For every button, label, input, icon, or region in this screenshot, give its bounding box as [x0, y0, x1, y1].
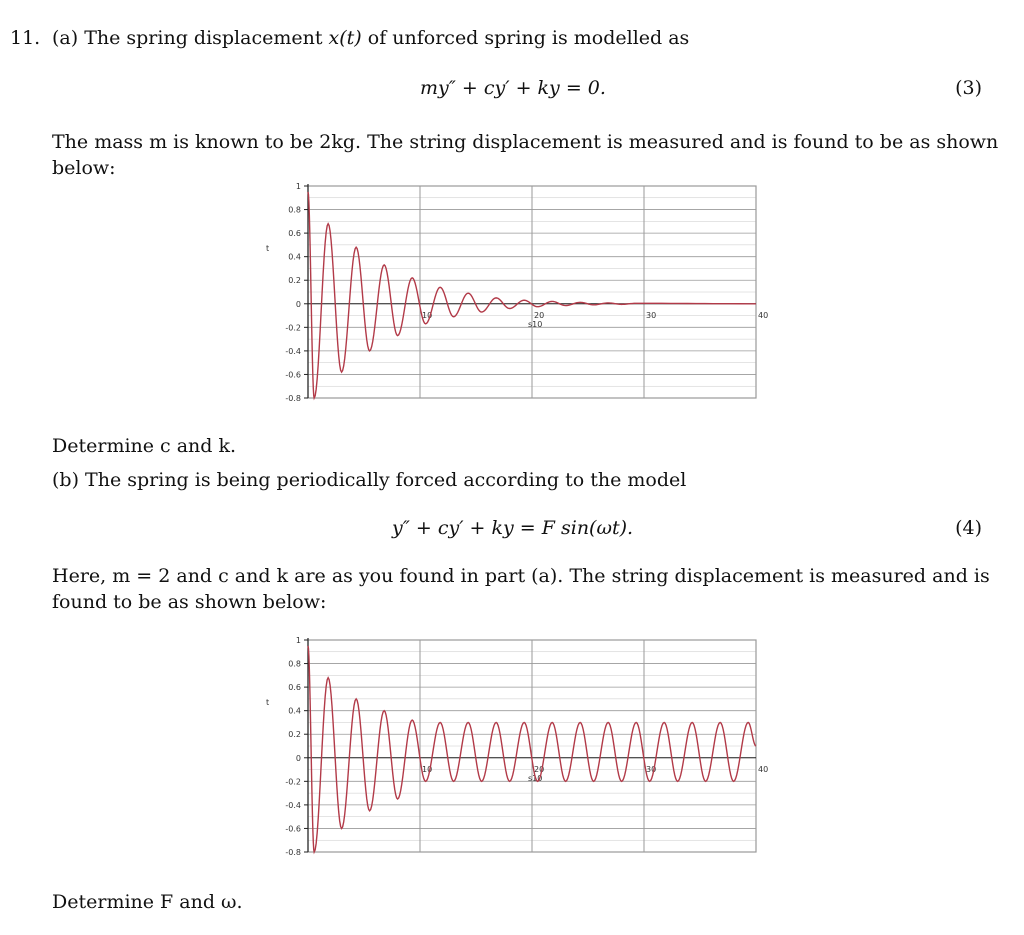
y-tick-label: 0	[295, 753, 301, 763]
mass-sentence-line2: below:	[52, 157, 116, 179]
part-a-intro	[52, 26, 689, 51]
y-tick-label: -0.6	[285, 370, 301, 380]
y-tick-label: -0.6	[285, 824, 301, 834]
y-tick-label: 0	[295, 299, 301, 309]
y-tick-label: -0.8	[285, 848, 301, 857]
chart-unforced	[260, 178, 770, 406]
x-tick-label: 40	[758, 310, 769, 320]
equation-3: my″ + cy′ + ky = 0.	[420, 77, 606, 99]
y-tick-label: 0.8	[288, 659, 301, 669]
part-a-label: (a)	[52, 27, 79, 49]
y-tick-label: 0.8	[288, 205, 301, 215]
chart-forced	[260, 632, 770, 860]
part-a-intro-var: x(t)	[328, 27, 362, 49]
x-extra-label: s10	[528, 319, 543, 329]
part-a-intro-pre: The spring displacement	[84, 27, 329, 49]
mass-sentence-line1: The mass m is known to be 2kg. The string displacement is measured and is found to be as shown	[52, 131, 999, 153]
y-tick-label: -0.2	[285, 777, 301, 787]
problem-number: 11.	[10, 27, 41, 49]
y-tick-label: -0.4	[285, 800, 301, 810]
y-tick-label: 0.6	[288, 229, 301, 239]
y-axis-label: t	[266, 243, 270, 253]
equation-4-number: (4)	[955, 517, 982, 539]
part-b-label: (b)	[52, 469, 79, 491]
equation-4: y″ + cy′ + ky = F sin(ωt).	[392, 517, 634, 539]
x-tick-label: 10	[422, 764, 433, 774]
y-tick-label: -0.2	[285, 323, 301, 333]
y-tick-label: 0.4	[288, 252, 301, 262]
part-b-intro-text: The spring is being periodically forced according to the model	[85, 469, 687, 491]
here-line2: found to be as shown below:	[52, 591, 327, 613]
x-extra-label: s10	[528, 773, 543, 783]
y-tick-label: 0.2	[288, 276, 301, 286]
y-axis-label: t	[266, 697, 270, 707]
part-b-task: Determine F and ω.	[52, 891, 243, 913]
x-tick-label: 40	[758, 764, 769, 774]
y-tick-label: 1	[295, 182, 301, 191]
part-b-intro	[52, 468, 982, 493]
x-tick-label: 10	[422, 310, 433, 320]
y-tick-label: 1	[295, 636, 301, 645]
x-tick-label: 30	[646, 310, 657, 320]
y-tick-label: -0.8	[285, 394, 301, 403]
part-a-intro-post: of unforced spring is modelled as	[361, 27, 690, 49]
here-line1: Here, m = 2 and c and k are as you found in part (a). The string displacement is measured and is	[52, 565, 990, 587]
y-tick-label: -0.4	[285, 346, 301, 356]
x-tick-label: 30	[646, 764, 657, 774]
x-tick-label: 20	[534, 764, 545, 774]
y-tick-label: 0.2	[288, 730, 301, 740]
y-tick-label: 0.4	[288, 706, 301, 716]
equation-3-number: (3)	[955, 77, 982, 99]
part-a-task: Determine c and k.	[52, 435, 237, 457]
y-tick-label: 0.6	[288, 683, 301, 693]
x-tick-label: 20	[534, 310, 545, 320]
